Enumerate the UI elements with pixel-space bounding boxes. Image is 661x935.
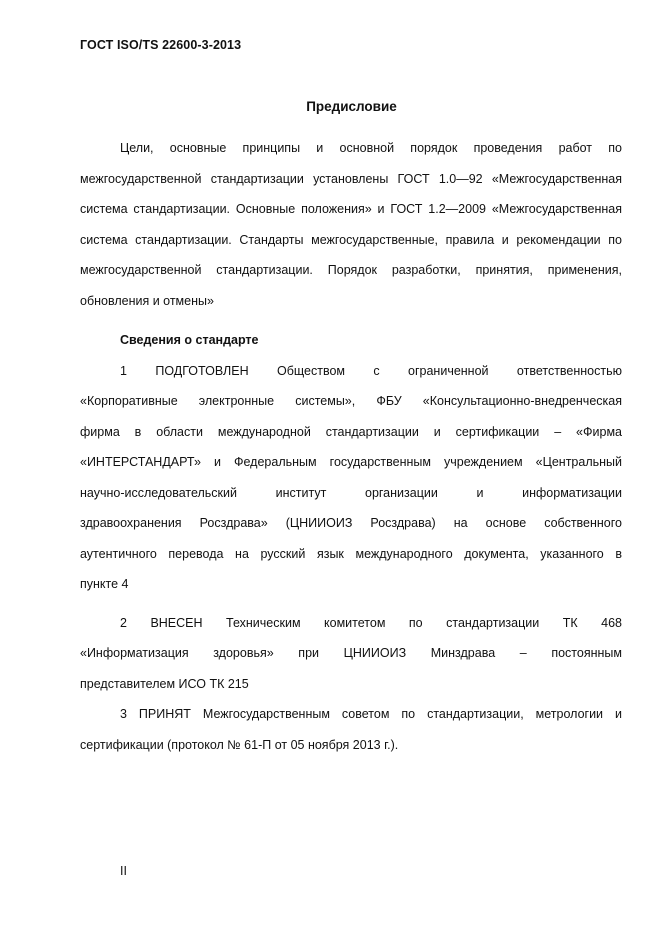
intro-line: межгосударственной стандартизации установлены ГОСТ 1.0—92 «Межгосударственная — [80, 171, 622, 186]
item-2-line: 2 ВНЕСЕН Техническим комитетом по стандартизации ТК 468 — [120, 615, 622, 630]
foreword-title: Предисловие — [306, 99, 397, 114]
intro-paragraph — [80, 133, 622, 316]
item-1-line: 1 ПОДГОТОВЛЕН Обществом с ограниченной ответственностью — [120, 363, 622, 378]
intro-line: система стандартизации. Основные положения» и ГОСТ 1.2—2009 «Межгосударственная — [80, 202, 622, 216]
item-1-line: здравоохранения Росздрава» (ЦНИИОИЗ Росздрава) на основе собственного — [80, 516, 622, 530]
item-1-line: научно-исследовательский институт организации и информатизации — [80, 485, 622, 500]
intro-line: обновления и отмены» — [80, 293, 214, 308]
foreword-body — [80, 133, 622, 760]
intro-line: Цели, основные принципы и основной порядок проведения работ по — [120, 141, 622, 155]
page-number: II — [120, 864, 127, 878]
item-3-line: сертификации (протокол № 61-П от 05 ноября 2013 г.). — [80, 737, 399, 752]
item-2-line: представителем ИСО ТК 215 — [80, 676, 249, 691]
item-1-line: фирма в области международной стандартизации и сертификации – «Фирма — [80, 424, 622, 439]
section-heading: Сведения о стандарте — [120, 333, 259, 347]
item-1-line: «Корпоративные электронные системы», ФБУ «Консультационно-внедренческая — [80, 394, 622, 408]
intro-line: межгосударственной стандартизации. Порядок разработки, принятия, применения, — [80, 263, 622, 277]
item-2-paragraph — [80, 608, 622, 700]
item-3-paragraph — [80, 699, 622, 760]
item-1-line: «ИНТЕРСТАНДАРТ» и Федеральным государственным учреждением «Центральный — [80, 455, 622, 469]
item-1-paragraph — [80, 356, 622, 600]
item-2-line: «Информатизация здоровья» при ЦНИИОИЗ Минздрава – постоянным — [80, 646, 622, 660]
intro-line: система стандартизации. Стандарты межгосударственные, правила и рекомендации по — [80, 232, 622, 247]
item-1-line: пункте 4 — [80, 577, 129, 591]
item-3-line: 3 ПРИНЯТ Межгосударственным советом по стандартизации, метрологии и — [120, 707, 622, 721]
document-code-header: ГОСТ ISO/TS 22600-3-2013 — [80, 38, 242, 52]
item-1-line: аутентичного перевода на русский язык международного документа, указанного в — [80, 546, 622, 561]
